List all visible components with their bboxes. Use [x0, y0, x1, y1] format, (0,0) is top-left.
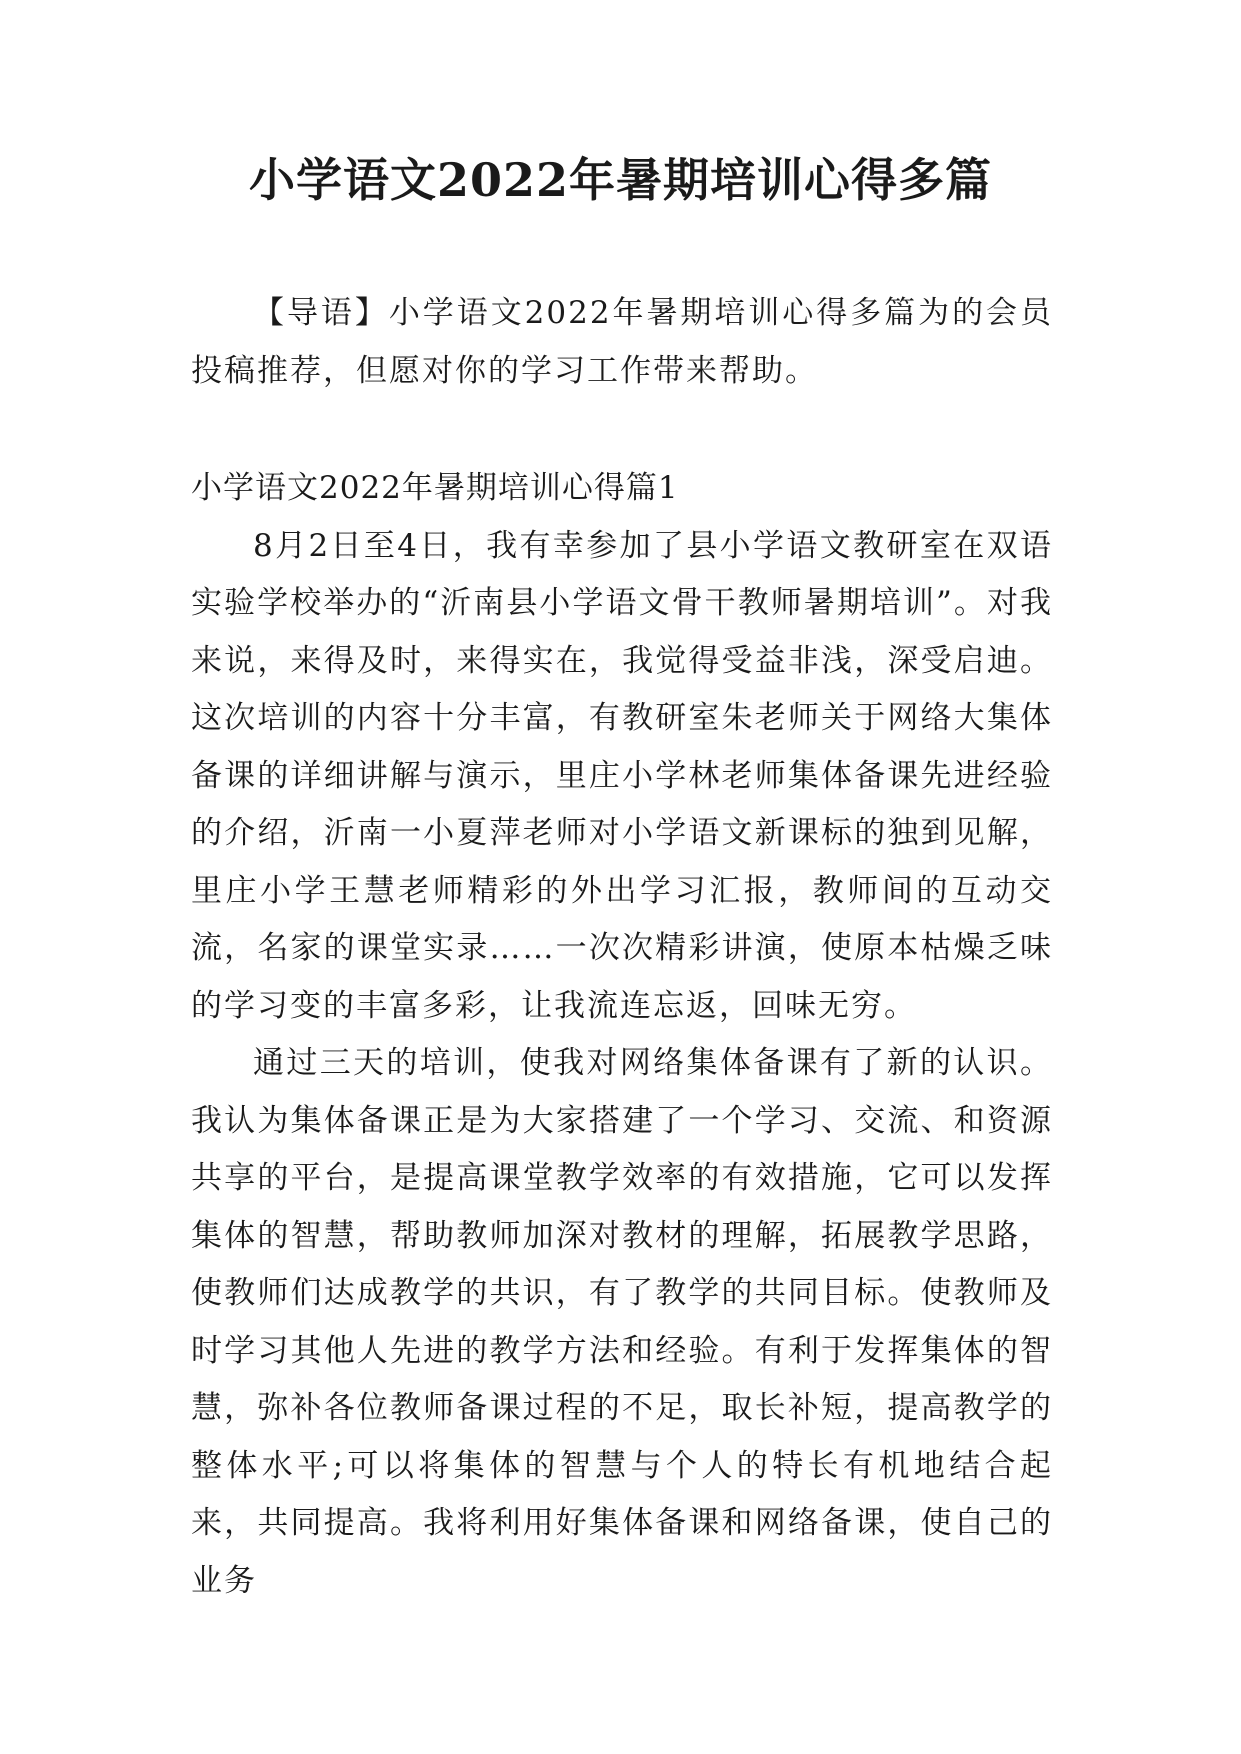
body-paragraph-2: 通过三天的培训，使我对网络集体备课有了新的认识。我认为集体备课正是为大家搭建了一个学习、交流、和资源共享的平台，是提高课堂教学效率的有效措施，它可以发挥集体的智慧，帮助教师加深对教材的理解，拓展教学思路，使教师们达成教学的共识，有了教学的共同目标。使教师及时学习其他人先进的教学方法和经验。有利于发挥集体的智慧，弥补各位教师备课过程的不足，取长补短，提高教学的整体水平;可以将集体的智慧与个人的特长有机地结合起来，共同提高。我将利用好集体备课和网络备课，使自己的业务 — [191, 1045, 1053, 1599]
section-heading: 小学语文2022年暑期培训心得篇1 — [191, 470, 679, 506]
document-title: 小学语文2022年暑期培训心得多篇 — [248, 153, 993, 207]
document-body — [191, 285, 1053, 1610]
intro-paragraph: 【导语】小学语文2022年暑期培训心得多篇为的会员投稿推荐，但愿对你的学习工作带来帮助。 — [191, 295, 1053, 389]
body-paragraph-1: 8月2日至4日，我有幸参加了县小学语文教研室在双语实验学校举办的“沂南县小学语文骨干教师暑期培训”。对我来说，来得及时，来得实在，我觉得受益非浅，深受启迪。这次培训的内容十分丰富，有教研室朱老师关于网络大集体备课的详细讲解与演示，里庄小学林老师集体备课先进经验的介绍，沂南一小夏萍老师对小学语文新课标的独到见解，里庄小学王慧老师精彩的外出学习汇报，教师间的互动交流，名家的课堂实录……一次次精彩讲演，使原本枯燥乏味的学习变的丰富多彩，让我流连忘返，回味无穷。 — [191, 527, 1053, 1024]
